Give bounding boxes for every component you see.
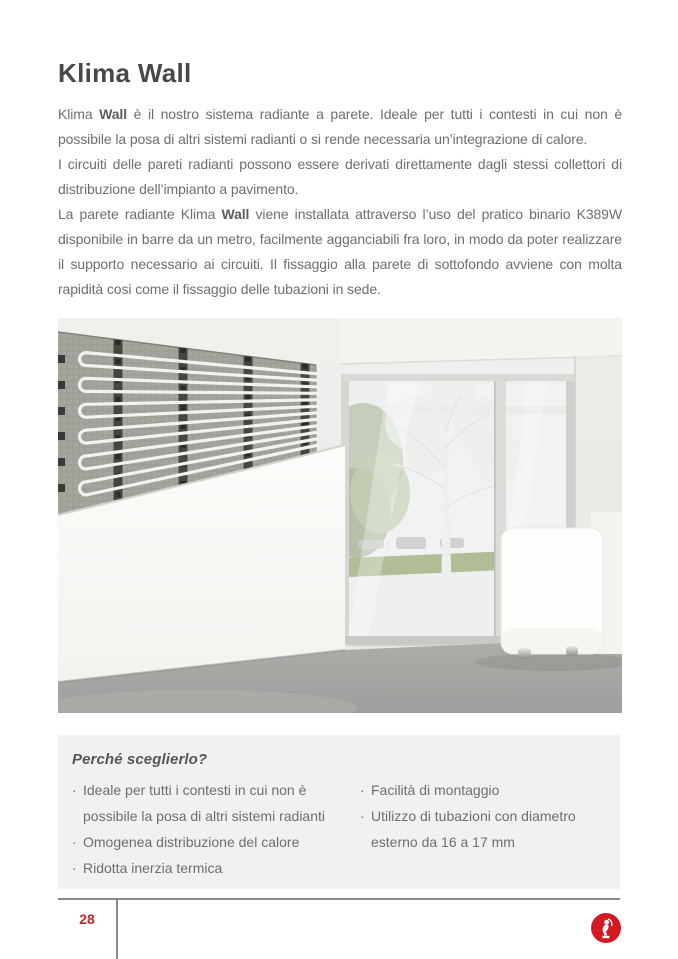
intro-p1-bold: Wall [99, 106, 128, 122]
intro-p3-bold: Wall [221, 206, 250, 222]
benefit-text: Ideale per tutti i contesti in cui non è possibile la posa di altri sistemi radianti [83, 782, 325, 824]
sofa-foot [518, 648, 531, 659]
benefits-box [58, 735, 620, 889]
benefits-list-right [360, 777, 606, 855]
radiant-wall-room-illustration [58, 318, 622, 713]
intro-p3-pre: La parete radiante Klima [58, 206, 222, 222]
bullet-dot: · [360, 782, 365, 798]
bullet-dot: · [72, 834, 77, 850]
bullet-dot: · [72, 860, 77, 876]
benefit-text: Utilizzo di tubazioni con diametro esterno da 16 a 17 mm [371, 808, 576, 850]
intro-p1-pre: Klima [58, 106, 100, 122]
footer-divider [116, 899, 118, 959]
sofa-foot [566, 646, 578, 656]
intro-paragraph-1 [58, 102, 622, 152]
bullet-dot: · [360, 808, 365, 824]
benefits-column-left [72, 777, 348, 881]
benefits-list-left [72, 777, 348, 881]
footer-rule [58, 898, 620, 900]
benefit-item [360, 803, 606, 855]
intro-p1-rest: è il nostro sistema radiante a parete. Ideale per tutti i contesti in cui non è possibile la posa di altri sistemi radianti o si rende necessaria un’integrazione di calore. [58, 106, 623, 147]
page-title: Klima Wall [58, 58, 192, 88]
intro-p3-rest: viene installata attraverso l’uso del pratico binario K389W disponibile in barre da un metro, facilmente agganciabili fra loro, in modo da poter realizzare il supporto necessario ai circuiti. Il fissaggio alla parete di sottofondo avviene con molta rapidità cosi come il fissaggio delle tubazioni in sede. [58, 206, 622, 297]
benefits-title: Perché sceglierlo? [72, 751, 208, 768]
brand-logo-icon [590, 912, 622, 944]
benefit-text: Omogenea distribuzione del calore [83, 834, 300, 850]
benefit-item [72, 777, 348, 829]
page-number: 28 [79, 911, 95, 927]
page-content [58, 0, 622, 889]
benefits-columns [72, 777, 606, 881]
intro-paragraph-3 [58, 202, 622, 302]
benefits-column-right [360, 777, 606, 881]
product-photo [58, 318, 622, 713]
intro-paragraph-2: I circuiti delle pareti radianti possono essere derivati direttamente dagli stessi collettori di distribuzione dell’impianto a pavimento. [58, 156, 622, 197]
benefit-text: Ridotta inerzia termica [83, 860, 223, 876]
benefit-item [72, 829, 348, 855]
benefit-text: Facilità di montaggio [371, 782, 500, 798]
bullet-dot: · [72, 782, 77, 798]
benefit-item [360, 777, 606, 803]
benefit-item [72, 855, 348, 881]
